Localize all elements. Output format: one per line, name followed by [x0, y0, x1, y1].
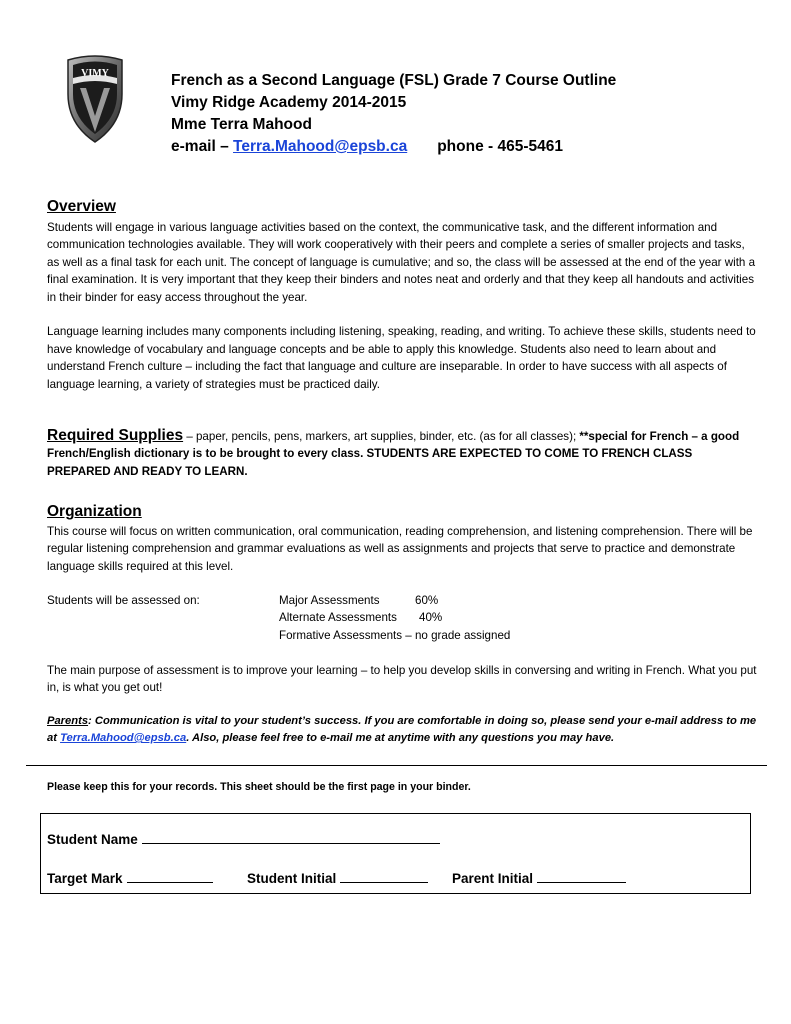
organization-paragraph-2: The main purpose of assessment is to improve your learning – to help you develop skills in conversing and writing in French. What you put in, is what you get out! — [47, 664, 757, 695]
required-supplies — [47, 427, 759, 480]
target-mark-blank[interactable] — [127, 870, 213, 883]
overview-text — [47, 219, 757, 393]
teacher-email-link[interactable]: Terra.Mahood@epsb.ca — [233, 138, 408, 155]
supplies-heading: Required Supplies — [47, 427, 184, 444]
vimy-shield-logo — [64, 54, 126, 144]
teacher-name: Mme Terra Mahood — [171, 116, 312, 133]
assessment-name: Major Assessments — [279, 594, 380, 607]
parents-label: Parents — [47, 715, 89, 727]
parent-initial-field — [452, 870, 626, 886]
contact-line — [171, 136, 616, 158]
student-name-label: Student Name — [47, 832, 138, 847]
header-block — [171, 70, 616, 158]
overview-paragraph-2: Language learning includes many components including listening, speaking, reading, and writing. To achieve these skills, students need to have knowledge of vocabulary and language concepts and be able to apply this knowledge. Students also need to learn about and understand French culture – including the fact that language and culture are inseparable. In order to have success with all aspects of language learning, a variety of strategies must be practiced daily. — [47, 325, 756, 391]
parents-email-link[interactable]: Terra.Mahood@epsb.ca — [60, 732, 187, 744]
assessment-value: 40% — [419, 611, 443, 625]
phone-number: phone - 465-5461 — [437, 138, 563, 155]
student-name-blank[interactable] — [142, 831, 440, 844]
parents-text-1: : Communication is vital to your student’s success. If you are comfortable in doing so, please send your e-mail address to me at — [47, 715, 757, 744]
email-label: e-mail – — [171, 138, 234, 155]
school-name: Vimy Ridge Academy 2014-2015 — [171, 94, 407, 111]
section-divider — [26, 765, 767, 766]
supplies-text: – paper, pencils, pens, markers, art supplies, binder, etc. (as for all classes); — [183, 430, 580, 443]
assessment-value: 60% — [415, 594, 439, 607]
student-initial-blank[interactable] — [340, 870, 428, 883]
overview-heading: Overview — [47, 198, 116, 215]
parents-note — [47, 713, 759, 747]
organization-paragraph-1: This course will focus on written communication, oral communication, reading comprehension, and listening comprehension. There will be regular listening comprehension and grammar evaluations as well as assignments and projects that serve to practice and demonstrate language skills required at this level. — [47, 525, 753, 573]
assessment-name: Alternate Assessments — [279, 611, 397, 625]
svg-text:VIMY: VIMY — [81, 68, 109, 79]
student-initial-label: Student Initial — [247, 871, 337, 886]
assessment-row — [279, 627, 599, 644]
target-mark-field — [47, 870, 213, 886]
parents-text-2: . Also, please feel free to e-mail me at anytime with any questions you may have. — [186, 732, 615, 744]
parent-initial-blank[interactable] — [537, 870, 626, 883]
assessment-row — [279, 592, 599, 609]
parent-initial-label: Parent Initial — [452, 871, 534, 886]
organization-heading: Organization — [47, 503, 142, 520]
target-mark-label: Target Mark — [47, 871, 123, 886]
assessment-name: Formative Assessments – no grade assigned — [279, 628, 511, 642]
student-name-field — [47, 831, 440, 847]
assessed-on-label: Students will be assessed on: — [47, 594, 200, 607]
overview-paragraph-1: Students will engage in various language activities based on the context, the communicative task, and the different information and communication technologies available. They will work cooperatively with their peers and complete a series of smaller projects and tasks, as well as a final task for each unit. The concept of language is cumulative; and so, the class will be assessed at the end of the year with a final examination. It is very important that they keep their binders and notes neat and orderly and that they keep all handouts and activities in their binder for easy access throughout the year. — [47, 221, 756, 304]
supplies-special-note: **special for French – a good French/English dictionary is to be brought to every class. STUDENTS ARE EXPECTED TO COME TO FRENCH CLASS PREPARED AND READY TO LEARN. — [47, 430, 740, 478]
assessment-row — [279, 609, 599, 626]
course-title: French as a Second Language (FSL) Grade 7 Course Outline — [171, 72, 617, 89]
assessment-list — [279, 592, 599, 644]
records-note: Please keep this for your records. This sheet should be the first page in your binder. — [47, 781, 471, 793]
student-initial-field — [247, 870, 428, 886]
